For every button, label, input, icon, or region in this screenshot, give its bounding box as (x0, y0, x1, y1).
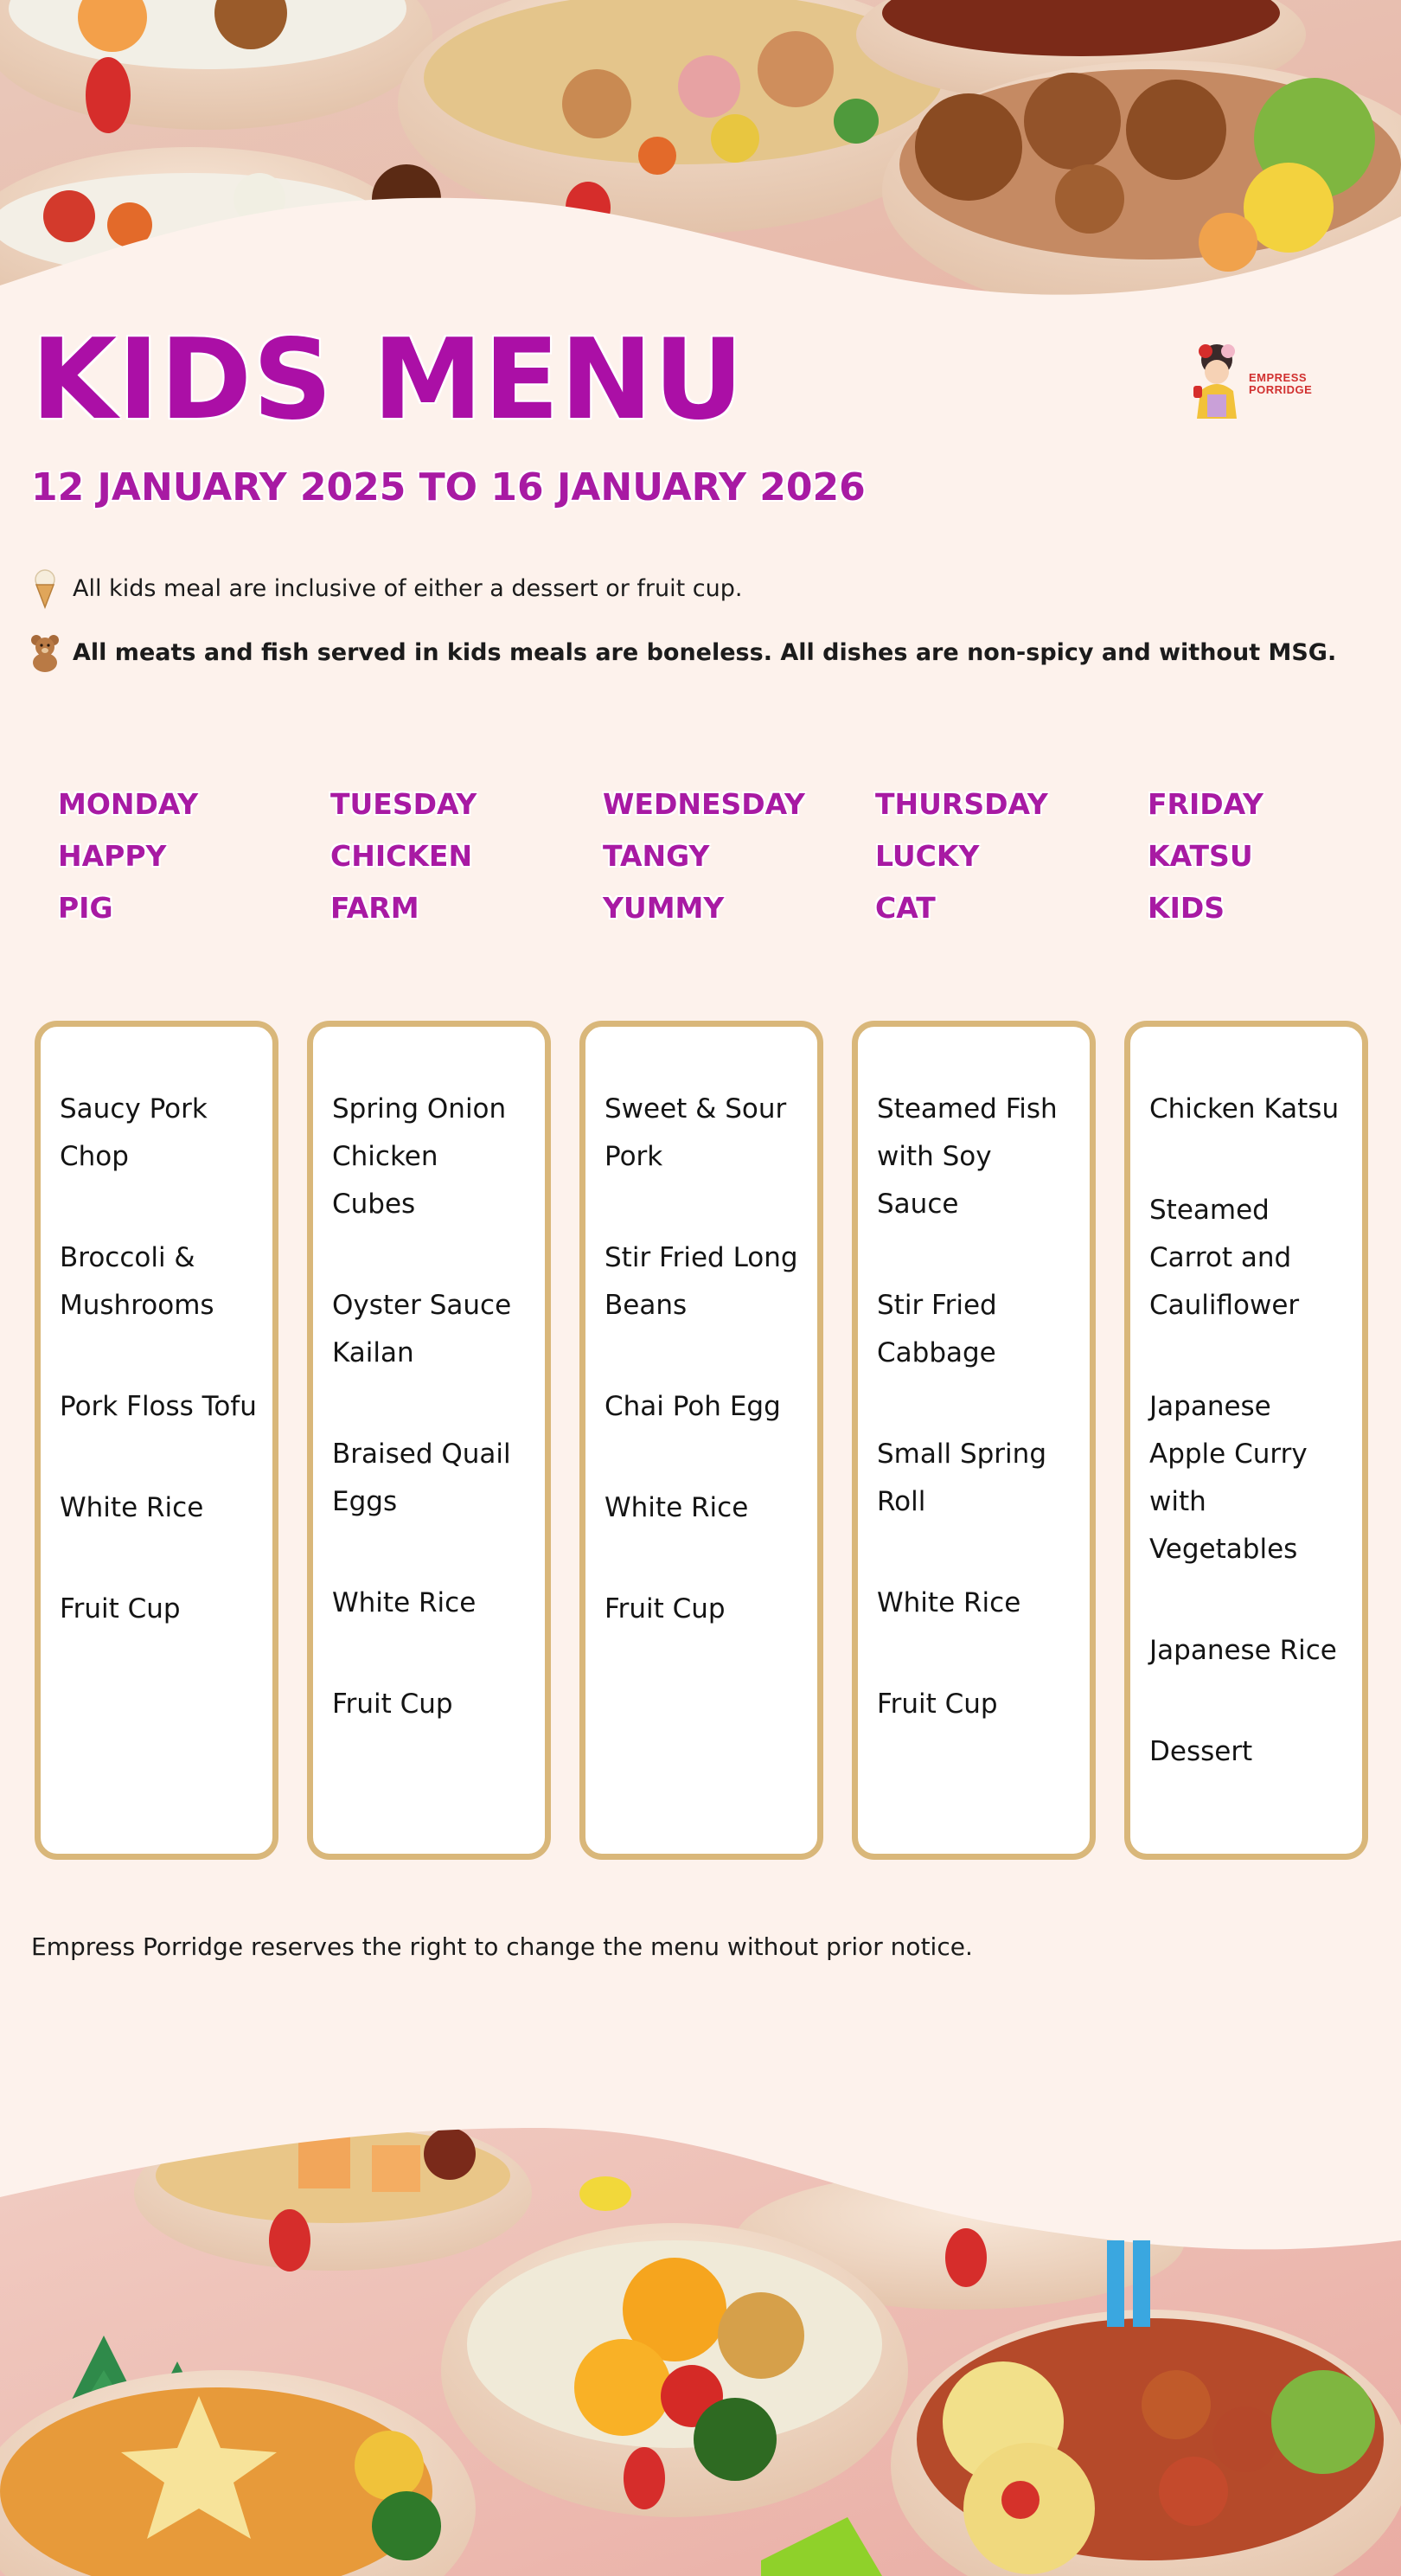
day-name: WEDNESDAY (603, 787, 805, 821)
menu-item: Fruit Cup (60, 1593, 181, 1624)
boneless-note (26, 631, 1336, 673)
menu-item: Japanese Apple Curry with Vegetables (1149, 1391, 1308, 1565)
menu-item-list (313, 1027, 545, 1728)
menu-card-tuesday (307, 1021, 551, 1860)
day-header-tuesday (330, 779, 590, 934)
menu-item: Sweet & Sour Pork (605, 1093, 787, 1172)
menu-item-list (1130, 1027, 1362, 1776)
menu-item: Chicken Katsu (1149, 1093, 1340, 1125)
menu-item: Fruit Cup (877, 1688, 998, 1720)
day-name: FRIDAY (1148, 787, 1263, 821)
empress-mascot-icon (1187, 339, 1247, 422)
menu-item: Braised Quail Eggs (332, 1439, 511, 1517)
ice-cream-cone-icon (26, 567, 64, 609)
day-theme-line: YUMMY (603, 891, 725, 925)
day-theme-line: KATSU (1148, 839, 1253, 873)
disclaimer: Empress Porridge reserves the right to change the menu without prior notice. (31, 1932, 973, 1961)
day-theme-line: PIG (58, 891, 113, 925)
menu-item: Dessert (1149, 1736, 1253, 1767)
dessert-note (26, 567, 742, 609)
day-header-thursday (875, 779, 1135, 934)
menu-item: White Rice (332, 1587, 477, 1618)
menu-item: White Rice (605, 1492, 749, 1523)
menu-item: Spring Onion Chicken Cubes (332, 1093, 507, 1220)
page-title: KIDS MENU (31, 316, 745, 445)
day-theme-line: KIDS (1148, 891, 1225, 925)
day-theme-line: FARM (330, 891, 419, 925)
menu-item-list (41, 1027, 272, 1633)
menu-item: Stir Fried Long Beans (605, 1242, 798, 1321)
day-header-monday (58, 779, 317, 934)
menu-item: Chai Poh Egg (605, 1391, 781, 1422)
day-theme-line: TANGY (603, 839, 710, 873)
dessert-note-text: All kids meal are inclusive of either a dessert or fruit cup. (73, 574, 743, 602)
day-theme-line: HAPPY (58, 839, 167, 873)
menu-item: Japanese Rice (1149, 1635, 1337, 1666)
menu-item: White Rice (60, 1492, 204, 1523)
menu-item: Stir Fried Cabbage (877, 1290, 997, 1368)
top-food-photo (0, 0, 1401, 311)
boneless-note-text: All meats and fish served in kids meals are boneless. All dishes are non-spicy and without MSG. (73, 638, 1337, 666)
teddy-bear-icon (26, 631, 64, 673)
menu-item: Fruit Cup (605, 1593, 726, 1624)
menu-card-thursday (852, 1021, 1096, 1860)
menu-item: Oyster Sauce Kailan (332, 1290, 512, 1368)
day-name: MONDAY (58, 787, 199, 821)
date-range: 12 JANUARY 2025 TO 16 JANUARY 2026 (31, 465, 866, 509)
menu-item: Steamed Carrot and Cauliflower (1149, 1195, 1300, 1321)
logo-wordmark: EMPRESS PORRIDGE (1249, 371, 1313, 396)
menu-card-monday (35, 1021, 278, 1860)
day-theme-line: CAT (875, 891, 936, 925)
day-header-friday (1148, 779, 1401, 934)
bottom-food-photo (0, 2111, 1401, 2576)
menu-item: Broccoli & Mushrooms (60, 1242, 214, 1321)
day-name: THURSDAY (875, 787, 1048, 821)
day-header-wednesday (603, 779, 862, 934)
menu-item: Small Spring Roll (877, 1439, 1046, 1517)
menu-item: Saucy Pork Chop (60, 1093, 208, 1172)
day-theme-line: LUCKY (875, 839, 980, 873)
menu-item-list (858, 1027, 1090, 1728)
menu-item: Pork Floss Tofu (60, 1391, 257, 1422)
menu-item: Steamed Fish with Soy Sauce (877, 1093, 1058, 1220)
empress-porridge-logo (1187, 339, 1325, 422)
menu-item: White Rice (877, 1587, 1021, 1618)
menu-item: Fruit Cup (332, 1688, 453, 1720)
menu-card-friday (1124, 1021, 1368, 1860)
day-name: TUESDAY (330, 787, 477, 821)
menu-card-wednesday (579, 1021, 823, 1860)
day-theme-line: CHICKEN (330, 839, 473, 873)
menu-item-list (585, 1027, 817, 1633)
